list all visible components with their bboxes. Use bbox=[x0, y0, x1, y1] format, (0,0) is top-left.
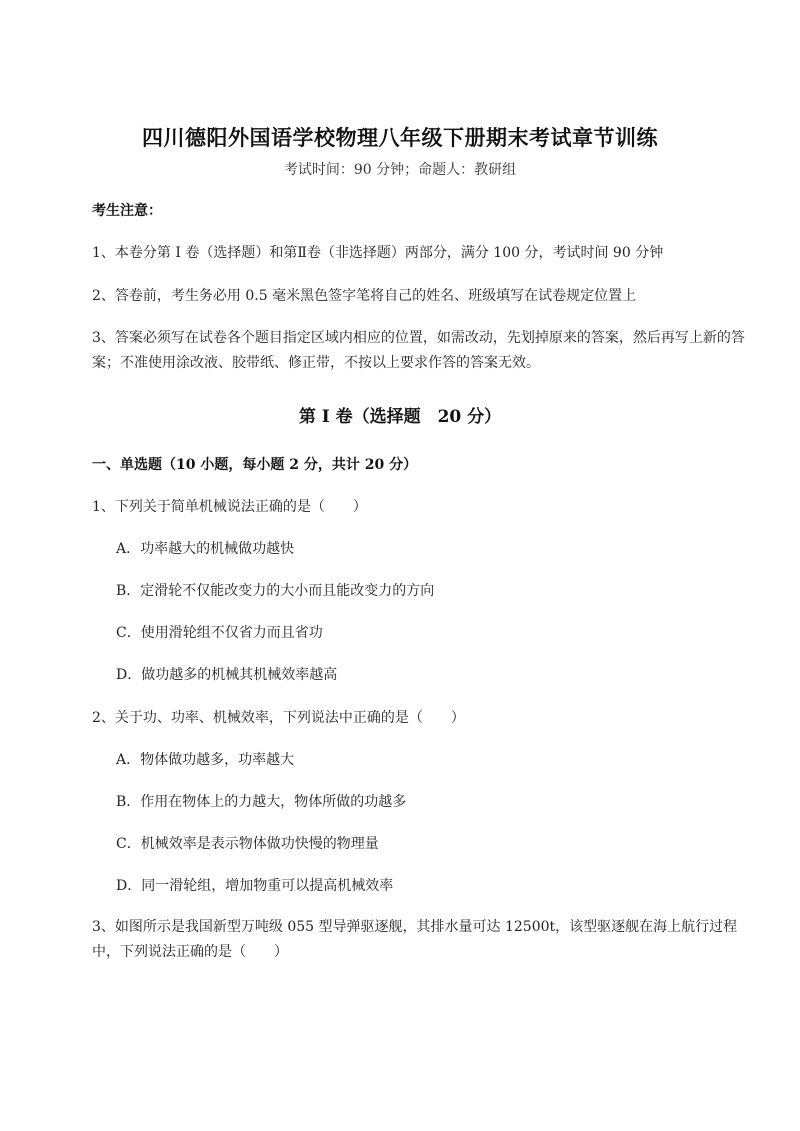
question-stem: 1、下列关于简单机械说法正确的是（ ） bbox=[92, 499, 367, 515]
question-stem: 2、关于功、功率、机械效率，下列说法中正确的是（ ） bbox=[92, 710, 465, 726]
question-option: A．物体做功越多，功率越大 bbox=[116, 752, 295, 768]
part-heading: 一、单选题（10 小题，每小题 2 分，共计 20 分） bbox=[92, 457, 418, 473]
notes-heading: 考生注意： bbox=[92, 203, 162, 219]
question-option: C．机械效率是表示物体做功快慢的物理量 bbox=[116, 836, 379, 852]
exam-title: 四川德阳外国语学校物理八年级下册期末考试章节训练 bbox=[142, 125, 658, 150]
question-option: B．定滑轮不仅能改变力的大小而且能改变力的方向 bbox=[116, 583, 435, 599]
question-option: D．同一滑轮组，增加物重可以提高机械效率 bbox=[116, 878, 394, 894]
note-item: 2、答卷前，考生务必用 0.5 毫米黑色签字笔将自己的姓名、班级填写在试卷规定位置上 bbox=[92, 288, 637, 304]
note-item: 1、本卷分第 I 卷（选择题）和第Ⅱ卷（非选择题）两部分，满分 100 分，考试时间 90 分钟 bbox=[92, 245, 664, 261]
section-title: 第 I 卷（选择题 20 分） bbox=[298, 407, 502, 427]
question-option: B．作用在物体上的力越大，物体所做的功越多 bbox=[116, 794, 407, 810]
note-item: 3、答案必须写在试卷各个题目指定区域内相应的位置，如需改动，先划掉原来的答案，然后再写上新的答案；不准使用涂改液、胶带纸、修正带，不按以上要求作答的答案无效。 bbox=[92, 330, 745, 371]
exam-subtitle: 考试时间：90 分钟；命题人：教研组 bbox=[283, 162, 517, 178]
question-option: A．功率越大的机械做功越快 bbox=[116, 541, 295, 557]
question-stem: 3、如图所示是我国新型万吨级 055 型导弹驱逐舰，其排水量可达 12500t，该型驱逐舰在海上航行过程中，下列说法正确的是（ ） bbox=[92, 919, 738, 960]
question-option: D．做功越多的机械其机械效率越高 bbox=[116, 667, 338, 683]
question-option: C．使用滑轮组不仅省力而且省功 bbox=[116, 625, 323, 641]
